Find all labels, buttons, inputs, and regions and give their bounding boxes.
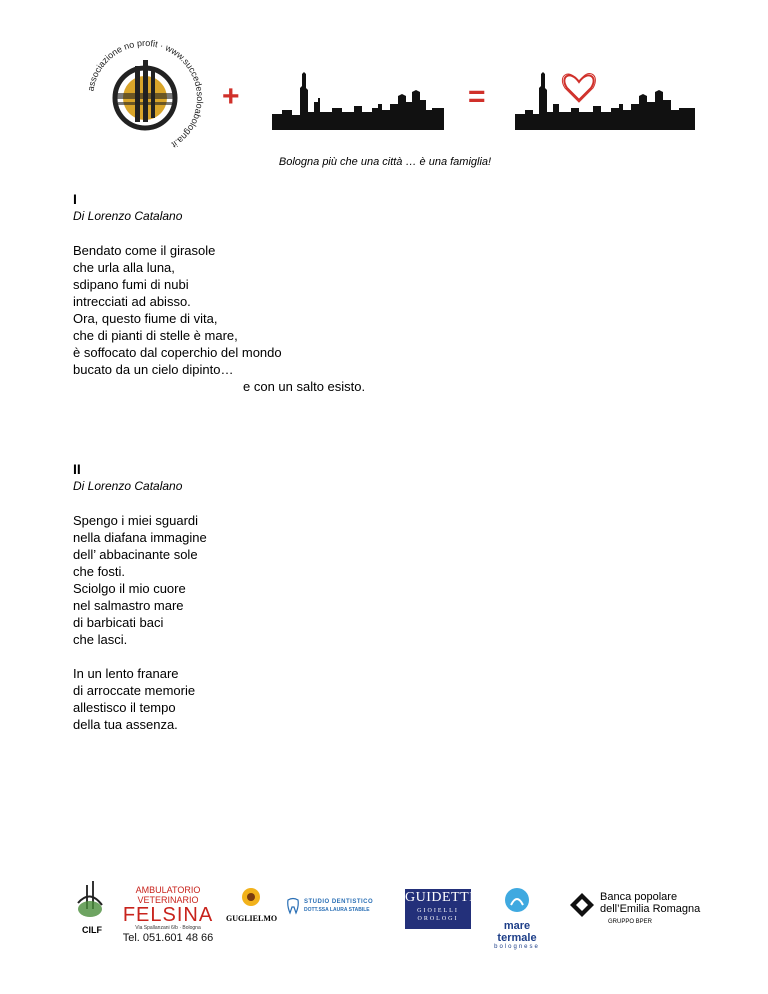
poem-line: di arroccate memorie [73, 683, 196, 698]
poem-two [73, 460, 473, 733]
equals-sign: = [468, 80, 486, 113]
poem-line: intrecciati ad abisso. [73, 294, 191, 309]
svg-text:associazione no profit · www.s: associazione no profit · www.succedesoloabologna.it [85, 38, 205, 150]
association-logo [85, 38, 205, 158]
banca-name-line2: dell’Emilia Romagna [600, 903, 701, 915]
poem-line: dell’ abbacinante sole [73, 547, 198, 562]
cilf-name: CILF [82, 925, 102, 935]
studio-doctor: DOTT.SSA LAURA STABILE [304, 907, 370, 913]
sponsor-guidetti [405, 889, 475, 929]
vet-name: FELSINA [122, 904, 214, 926]
banca-name-line1: Banca popolare [600, 891, 678, 903]
poem-line: e con un salto esisto. [243, 379, 366, 394]
poem-one [73, 190, 473, 395]
poem-body [73, 512, 473, 733]
bologna-skyline-heart-icon [515, 66, 695, 130]
vet-address: Via Spallanzani 6/b · Bologna [135, 925, 201, 931]
poem-author: Di Lorenzo Catalano [73, 209, 183, 223]
poem-number: II [73, 461, 81, 477]
poem-line: In un lento franare [73, 666, 179, 681]
stanza-break [73, 648, 473, 665]
poem-line: allestisco il tempo [73, 700, 176, 715]
sponsor-banca-popolare [568, 891, 718, 931]
vet-phone: Tel. 051.601 48 66 [122, 932, 214, 944]
guidetti-subtitle: GIOIELLI OROLOGI [417, 908, 459, 922]
poem-body [73, 242, 473, 395]
sponsor-studio-dentistico [286, 897, 386, 929]
poem-line: sdipano fumi di nubi [73, 277, 189, 292]
header [0, 0, 768, 170]
vet-title: AMBULATORIO VETERINARIO [135, 885, 201, 905]
mare-termale-subtitle: bolognese [494, 944, 540, 950]
poem-line: Ora, questo fiume di vita, [73, 311, 218, 326]
banca-group: GRUPPO BPER [608, 919, 653, 925]
poem-line: è soffocato dal coperchio del mondo [73, 345, 282, 360]
bper-diamond-icon [568, 891, 596, 919]
sponsor-cilf [72, 879, 108, 941]
poem-author: Di Lorenzo Catalano [73, 479, 183, 493]
sponsor-mare-termale [486, 887, 548, 950]
poem-line: che urla alla luna, [73, 260, 175, 275]
sponsor-ambulatorio-felsina [118, 885, 218, 945]
poem-line: che di pianti di stelle è mare, [73, 328, 238, 343]
cilf-logo-icon [72, 879, 108, 925]
guglielmo-name: GUGLIELMO [226, 914, 278, 923]
poem-line: Bendato come il girasole [73, 243, 216, 258]
poem-number: I [73, 191, 77, 207]
poem-line: di barbicati baci [73, 615, 164, 630]
poem-line: Sciolgo il mio cuore [73, 581, 186, 596]
poem-line: nel salmastro mare [73, 598, 184, 613]
poem-line: che lasci. [73, 632, 128, 647]
plus-sign: + [222, 80, 240, 113]
tagline: Bologna più che una città … è una famiglia! [278, 156, 492, 168]
tooth-icon [286, 897, 300, 915]
poem-line: bucato da un cielo dipinto… [73, 362, 234, 377]
poem-line: nella diafana immagine [73, 530, 207, 545]
mare-termale-name: mare termale [497, 920, 537, 944]
studio-title: STUDIO DENTISTICO [304, 899, 374, 905]
sunflower-icon [241, 887, 261, 907]
sponsor-guglielmo [226, 887, 276, 937]
poem-line: della tua assenza. [73, 717, 178, 732]
poem-line: Spengo i miei sguardi [73, 513, 199, 528]
poem-line: che fosti. [73, 564, 126, 579]
sponsors-row [60, 875, 720, 950]
guidetti-name: GUIDETTI [405, 890, 475, 905]
mare-termale-logo-icon [504, 887, 530, 913]
bologna-skyline-icon [272, 68, 444, 130]
